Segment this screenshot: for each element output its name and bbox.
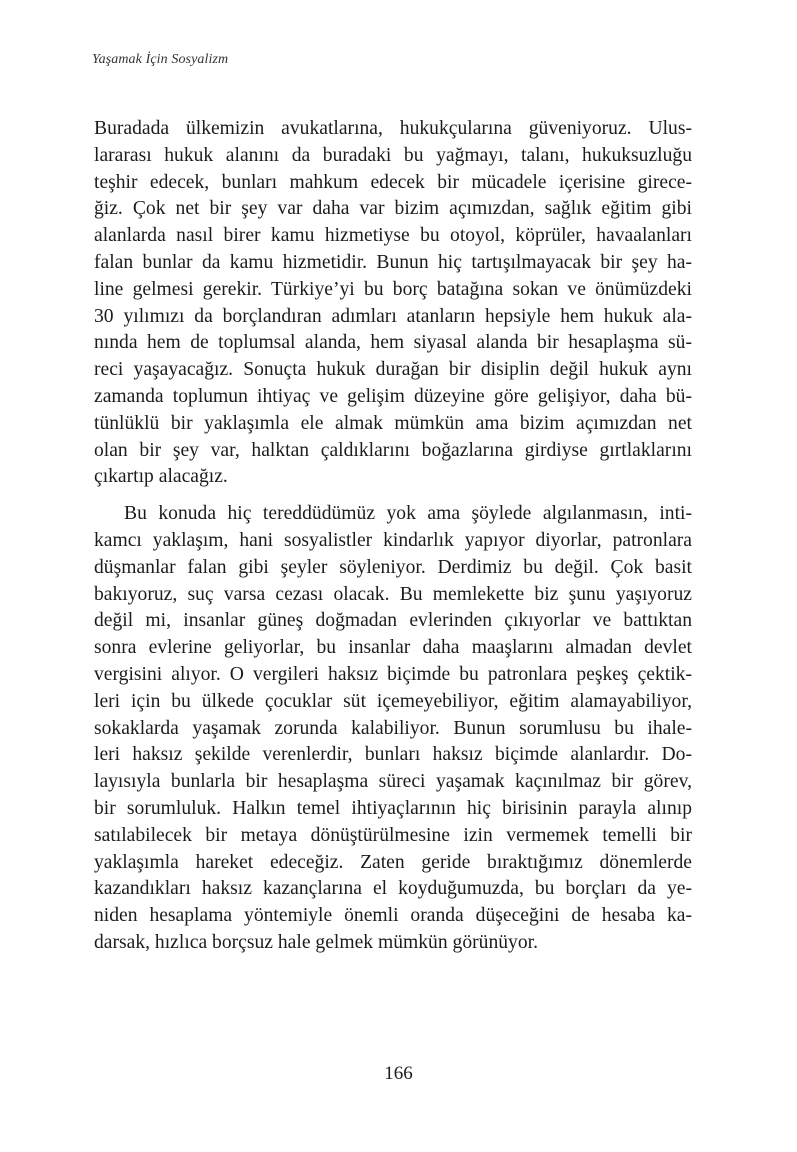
paragraph-2 <box>94 501 692 957</box>
text-line: niden hesaplama yöntemiyle önemli oranda düşeceğini de hesaba ka- <box>94 905 692 927</box>
text-line: olan bir şey var, halktan çaldıklarını boğazlarına girdiyse gırtlaklarını <box>94 439 692 461</box>
text-line: lararası hukuk alanını da buradaki bu yağmayı, talanı, hukuksuzluğu <box>94 144 692 166</box>
text-line: sokaklarda yaşamak zorunda kalabiliyor. Bunun sorumlusu bu ihale- <box>94 717 692 739</box>
text-line: Bu konuda hiç tereddüdümüz yok ama şöylede algılanmasın, inti- <box>124 503 692 525</box>
text-line: sonra evlerine geliyorlar, bu insanlar daha maaşlarını almadan devlet <box>94 637 692 659</box>
text-line: bakıyoruz, suç varsa cezası olacak. Bu memlekette biz şunu yaşıyoruz <box>94 583 692 605</box>
text-line: alanlarda nasıl birer kamu hizmetiyse bu otoyol, köprüler, havaalanları <box>94 225 692 247</box>
text-line: kamcı yaklaşım, hani sosyalistler kindarlık yapıyor diyorlar, patronlara <box>94 529 692 551</box>
text-line: layısıyla bunlarla bir hesaplaşma süreci yaşamak kaçınılmaz bir görev, <box>94 771 692 793</box>
text-line: satılabilecek bir metaya dönüştürülmesine izin vermemek temelli bir <box>94 824 692 846</box>
text-line: yaklaşımla hareket edeceğiz. Zaten geride bıraktığımız dönemlerde <box>94 851 692 873</box>
text-line: reci yaşayacağız. Sonuçta hukuk durağan bir disiplin değil hukuk aynı <box>94 359 692 381</box>
text-line: vergisini alıyor. O vergileri haksız biçimde bu patronlara peşkeş çektik- <box>94 663 692 685</box>
running-header-title: Yaşamak İçin Sosyalizm <box>92 52 229 67</box>
text-line: leri haksız şekilde verenlerdir, bunları haksız biçimde alanlardır. Do- <box>94 744 692 766</box>
text-line: kazandıkları haksız kazançlarına el koyduğumuzda, bu borçları da ye- <box>94 878 692 900</box>
text-line: falan bunlar da kamu hizmetidir. Bunun hiç tartışılmayacak bir şey ha- <box>94 251 692 273</box>
text-line: nında hem de toplumsal alanda, hem siyasal alanda bir hesaplaşma sü- <box>94 332 692 354</box>
text-line: tünlüklü bir yaklaşımla ele almak mümkün ama bizim açımızdan net <box>94 412 692 434</box>
text-line: ğiz. Çok net bir şey var daha var bizim açımızdan, sağlık eğitim gibi <box>94 198 692 220</box>
text-line: 30 yılımızı da borçlandıran adımları atanların hepsiyle hem hukuk ala- <box>94 305 692 327</box>
text-line: zamanda toplumun ihtiyaç ve gelişim düzeyine göre gelişiyor, daha bü- <box>94 385 692 407</box>
text-line: düşmanlar falan gibi şeyler söyleniyor. Derdimiz bu değil. Çok basit <box>94 556 692 578</box>
body-text <box>94 116 692 957</box>
text-line: leri için bu ülkede çocuklar süt içemeyebiliyor, eğitim alamayabiliyor, <box>94 690 692 712</box>
text-line: çıkartıp alacağız. <box>94 466 228 488</box>
page-number: 166 <box>384 1063 413 1084</box>
text-line: line gelmesi gerekir. Türkiye’yi bu borç batağına sokan ve önümüzdeki <box>94 278 692 300</box>
text-line: darsak, hızlıca borçsuz hale gelmek mümkün görünüyor. <box>94 931 538 953</box>
text-line: teşhir edecek, bunları mahkum edecek bir mücadele içerisine girece- <box>94 171 692 193</box>
text-line: bir sorumluluk. Halkın temel ihtiyaçlarının hiç birisinin parayla alınıp <box>94 797 692 819</box>
text-line: Buradada ülkemizin avukatlarına, hukukçularına güveniyoruz. Ulus- <box>94 118 692 139</box>
paragraph-spacer <box>94 491 692 501</box>
paragraph-1 <box>94 116 692 491</box>
text-line: değil mi, insanlar güneş doğmadan evlerinden çıkıyorlar ve battıktan <box>94 610 692 632</box>
